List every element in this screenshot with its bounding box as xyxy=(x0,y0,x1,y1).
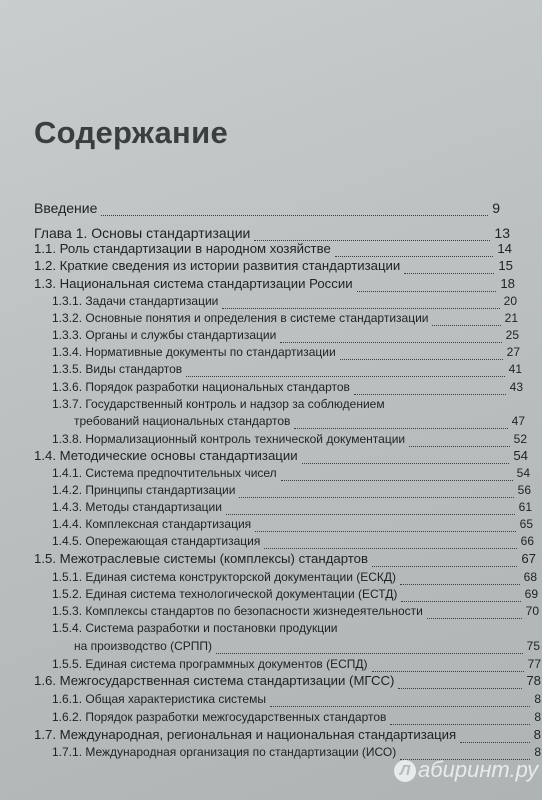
toc-entry-label: 1.7.1. Международная организация по стандартизации (ИСО) xyxy=(52,745,397,759)
toc-entry xyxy=(0,673,542,689)
toc-entry-page: 47 xyxy=(511,414,525,428)
toc-entry-page: 68 xyxy=(523,570,537,584)
toc-entry-page: 69 xyxy=(524,587,538,601)
toc-entry-label: 1.5.4. Система разработки и постановки продукции xyxy=(52,621,338,635)
toc-entry-label: 1.2. Краткие сведения из истории развития стандартизации xyxy=(34,258,401,273)
toc-dot-leader xyxy=(255,529,515,532)
toc-entry-page: 54 xyxy=(513,448,528,463)
toc-entry-label: 1.3. Национальная система стандартизации России xyxy=(34,276,353,291)
toc-dot-leader xyxy=(372,669,524,672)
toc-dot-leader xyxy=(280,340,501,343)
toc-entry xyxy=(0,465,542,481)
toc-entry xyxy=(0,276,542,292)
toc-entry-page: 25 xyxy=(505,328,519,342)
toc-entry-page: 20 xyxy=(503,294,517,308)
toc-entry-page: 15 xyxy=(498,258,513,273)
toc-entry xyxy=(0,691,542,707)
toc-entry-page: 8 xyxy=(534,692,541,706)
toc-entry-label: 1.1. Роль стандартизации в народном хозяйстве xyxy=(34,241,331,256)
toc-entry-page: 43 xyxy=(509,380,523,394)
toc-entry-label: 1.3.6. Порядок разработки национальных стандартов xyxy=(52,380,350,394)
toc-dot-leader xyxy=(335,254,494,257)
toc-entry xyxy=(0,620,542,636)
toc-entry xyxy=(0,396,542,412)
toc-entry xyxy=(0,413,542,429)
toc-entry-label: 1.4.1. Система предпочтительных чисел xyxy=(52,466,277,480)
toc-entry xyxy=(0,327,542,343)
toc-entry-page: 8 xyxy=(533,727,541,742)
watermark-text: абиринт.ру xyxy=(418,757,539,782)
toc-entry xyxy=(0,709,542,725)
toc-entry xyxy=(0,533,542,549)
toc-entry xyxy=(0,310,542,326)
toc-dot-leader xyxy=(400,582,520,585)
toc-entry xyxy=(0,586,542,602)
toc-entry-page: 27 xyxy=(506,345,520,359)
toc-dot-leader xyxy=(460,740,529,743)
toc-entry-page: 61 xyxy=(518,500,532,514)
toc-dot-leader xyxy=(404,271,494,274)
toc-entry-label: 1.4.3. Методы стандартизации xyxy=(52,500,222,514)
toc-entry xyxy=(0,448,542,464)
toc-dot-leader xyxy=(398,686,522,689)
toc-entry xyxy=(0,656,542,672)
toc-dot-leader xyxy=(427,616,522,619)
toc-entry-page: 70 xyxy=(525,604,539,618)
watermark xyxy=(394,757,538,783)
toc-entry-label: 1.3.4. Нормативные документы по стандартизации xyxy=(52,345,336,359)
toc-entry xyxy=(0,551,542,567)
toc-entry-label: на производство (СРПП) xyxy=(74,639,212,653)
toc-dot-leader xyxy=(357,289,497,292)
toc-entry-label: 1.3.8. Нормализационный контроль технической документации xyxy=(52,432,406,446)
toc-entry-page: 75 xyxy=(526,639,540,653)
toc-entry-page: 41 xyxy=(508,362,522,376)
toc-entry-page: 8 xyxy=(534,710,541,724)
toc-entry-label: 1.5.1. Единая система конструкторской документации (ЕСКД) xyxy=(52,570,397,584)
toc-entry-page: 78 xyxy=(526,673,541,688)
toc-entry-page: 14 xyxy=(497,241,512,256)
toc-entry xyxy=(0,569,542,585)
toc-entry-page: 67 xyxy=(521,551,536,566)
toc-entry xyxy=(0,344,542,360)
toc-entry-label: 1.7. Международная, региональная и национальная стандартизация xyxy=(34,727,457,742)
toc-entry-page: 13 xyxy=(494,225,510,241)
toc-entry xyxy=(0,361,542,377)
toc-dot-leader xyxy=(226,512,515,515)
toc-entry xyxy=(0,241,542,257)
toc-dot-leader xyxy=(239,495,513,498)
toc-entry-page: 66 xyxy=(520,534,534,548)
toc-entry-label: 1.6. Межгосударственная система стандартизации (МГСС) xyxy=(34,673,395,688)
toc-entry-label: 1.3.1. Задачи стандартизации xyxy=(52,294,219,308)
toc-entry xyxy=(0,516,542,532)
toc-dot-leader xyxy=(302,461,510,464)
toc-entry xyxy=(0,499,542,515)
toc-entry-page: 56 xyxy=(517,483,531,497)
toc-entry-page: 8 xyxy=(534,745,541,759)
toc-entry xyxy=(0,638,542,654)
toc-entry xyxy=(0,225,542,241)
toc-dot-leader xyxy=(186,374,504,377)
toc-entry-label: 1.3.7. Государственный контроль и надзор за соблюдением xyxy=(52,397,385,411)
toc-dot-leader xyxy=(401,599,520,602)
toc-entry-label: 1.5.3. Комплексы стандартов по безопасности жизнедеятельности xyxy=(52,604,423,618)
toc-entry-page: 54 xyxy=(516,466,530,480)
toc-dot-leader xyxy=(432,323,500,326)
toc-entry-label: 1.5.2. Единая система технологической документации (ЕСТД) xyxy=(52,587,398,601)
toc-entry-label: 1.4. Методические основы стандартизации xyxy=(34,448,298,463)
toc-dot-leader xyxy=(264,546,516,549)
toc-entry-page: 9 xyxy=(492,200,500,216)
toc-entry-page: 77 xyxy=(527,657,541,671)
toc-entry-page: 21 xyxy=(504,311,518,325)
page-title: Содержание xyxy=(34,115,228,150)
toc-dot-leader xyxy=(340,357,503,360)
toc-entry xyxy=(0,293,542,309)
toc-entry xyxy=(0,482,542,498)
toc-entry-label: 1.6.1. Общая характеристика системы xyxy=(52,692,266,706)
toc-dot-leader xyxy=(222,306,499,309)
watermark-logo-icon: Л xyxy=(394,760,416,782)
toc-dot-leader xyxy=(294,426,507,429)
toc-entry xyxy=(0,727,542,743)
toc-dot-leader xyxy=(390,722,530,725)
toc-entry-label: 1.6.2. Порядок разработки межгосударственных стандартов xyxy=(52,710,387,724)
toc-entry xyxy=(0,200,542,216)
toc-entry xyxy=(0,431,542,447)
toc-entry-page: 52 xyxy=(513,432,527,446)
toc-entry-label: Введение xyxy=(34,200,98,216)
toc-entry-label: требований национальных стандартов xyxy=(74,414,291,428)
toc-entry-label: 1.3.5. Виды стандартов xyxy=(52,362,183,376)
toc-dot-leader xyxy=(270,704,530,707)
toc-entry-label: Глава 1. Основы стандартизации xyxy=(34,225,251,241)
toc-dot-leader xyxy=(409,444,510,447)
toc-entry-page: 65 xyxy=(519,517,533,531)
toc-entry xyxy=(0,603,542,619)
toc-dot-leader xyxy=(281,478,513,481)
toc-entry-label: 1.3.3. Органы и службы стандартизации xyxy=(52,328,277,342)
toc-entry-label: 1.5. Межотраслевые системы (комплексы) стандартов xyxy=(34,551,368,566)
toc-entry-page: 18 xyxy=(500,276,515,291)
toc-entry xyxy=(0,379,542,395)
toc-entry-label: 1.5.5. Единая система программных документов (ЕСПД) xyxy=(52,657,368,671)
toc-entry-label: 1.4.2. Принципы стандартизации xyxy=(52,483,236,497)
toc-entry-label: 1.3.2. Основные понятия и определения в системе стандартизации xyxy=(52,311,429,325)
toc-dot-leader xyxy=(101,213,488,216)
toc-dot-leader xyxy=(372,564,517,567)
toc-entry-label: 1.4.5. Опережающая стандартизация xyxy=(52,534,261,548)
toc-entry-label: 1.4.4. Комплексная стандартизация xyxy=(52,517,252,531)
toc-dot-leader xyxy=(354,392,506,395)
toc-entry xyxy=(0,258,542,274)
toc-dot-leader xyxy=(216,651,523,654)
